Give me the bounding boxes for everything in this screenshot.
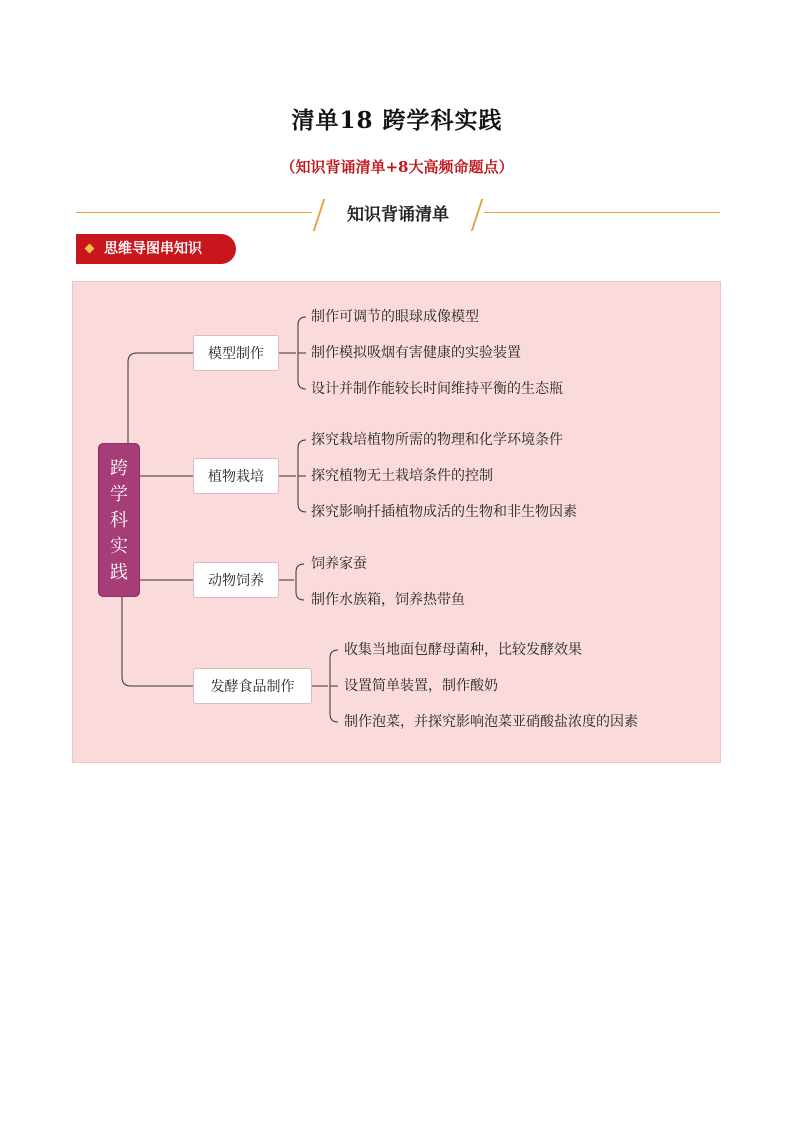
banner-label: 思维导图串知识 — [104, 241, 202, 257]
root-char: 跨 — [110, 458, 128, 479]
root-char: 科 — [110, 510, 128, 531]
leaf-item: 探究影响扦插植物成活的生物和非生物因素 — [311, 504, 577, 520]
category-plant-cultivation: 植物栽培 — [193, 458, 279, 494]
category-animal-raising: 动物饲养 — [193, 562, 279, 598]
root-char: 实 — [110, 536, 128, 557]
trunk-line — [128, 353, 193, 443]
leaf-item: 探究栽培植物所需的物理和化学环境条件 — [311, 432, 563, 448]
leaf-item: 收集当地面包酵母菌种，比较发酵效果 — [344, 642, 582, 658]
page-subtitle: （知识背诵清单+8大高频命题点） — [280, 158, 514, 176]
category-fermented-food: 发酵食品制作 — [193, 668, 312, 704]
section-title: 知识背诵清单 — [347, 205, 449, 225]
leaf-item: 探究植物无土栽培条件的控制 — [311, 468, 493, 484]
leaf-item: 设置简单装置，制作酸奶 — [344, 678, 498, 694]
category-model-making: 模型制作 — [193, 335, 279, 371]
page-title: 清单18 跨学科实践 — [291, 107, 503, 134]
leaf-item: 制作模拟吸烟有害健康的实验装置 — [311, 345, 521, 361]
leaf-item: 制作可调节的眼球成像模型 — [311, 309, 479, 325]
leaf-item: 制作泡菜，并探究影响泡菜亚硝酸盐浓度的因素 — [344, 714, 638, 730]
leaf-item: 饲养家蚕 — [311, 556, 367, 572]
leaf-item: 设计并制作能较长时间维持平衡的生态瓶 — [311, 381, 563, 397]
root-char: 学 — [110, 484, 128, 505]
trunk-line — [122, 597, 193, 686]
branch-line — [296, 564, 304, 600]
mindmap-root — [98, 443, 140, 597]
leaf-item: 制作水族箱，饲养热带鱼 — [311, 592, 465, 608]
root-char: 践 — [110, 562, 128, 583]
